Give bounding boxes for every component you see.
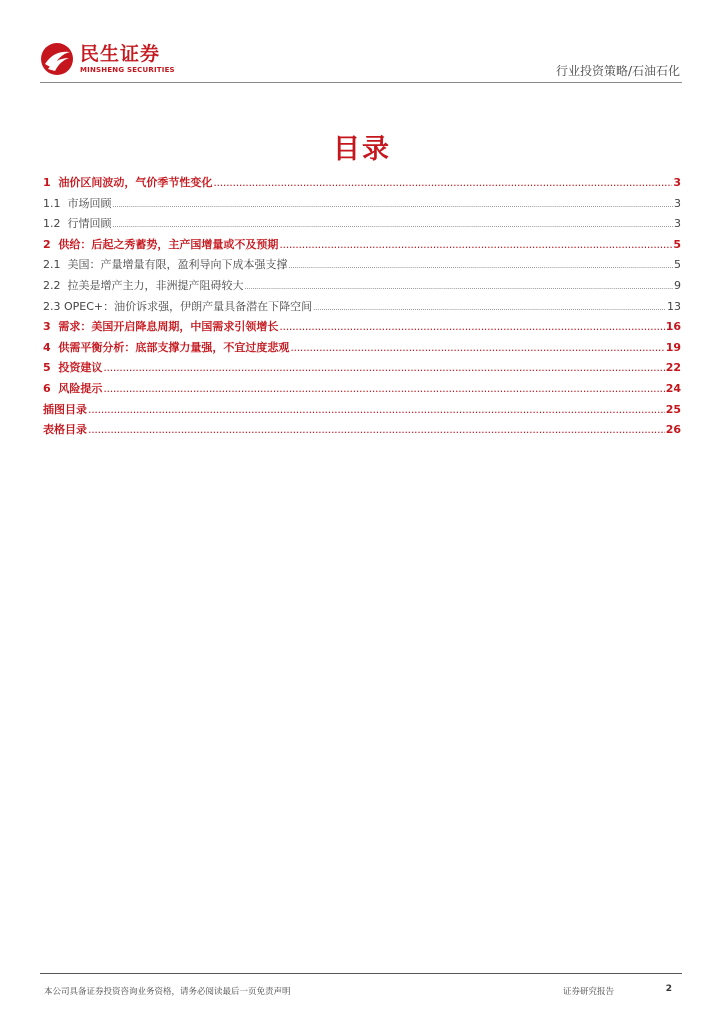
table-of-contents (43, 174, 681, 442)
toc-entry-text: 供给：后起之秀蓄势，主产国增量或不及预期 (58, 237, 279, 251)
toc-entry-text: 表格目录 (43, 423, 87, 437)
toc-entry[interactable] (43, 380, 681, 401)
toc-page-number: 9 (674, 278, 681, 292)
toc-entry-number: 4 (43, 340, 51, 354)
toc-leader-dots (213, 176, 672, 189)
minsheng-logo-icon (40, 42, 74, 76)
toc-leader-dots (103, 361, 664, 374)
footer-report-type: 证券研究报告 (563, 987, 615, 997)
toc-entry-number: 3 (43, 320, 51, 334)
toc-entry-text: 需求：美国开启降息周期，中国需求引领增长 (58, 320, 279, 334)
logo-name-cn: 民生证券 (80, 42, 161, 65)
toc-page-number: 22 (665, 361, 681, 375)
toc-entry-text: 风险提示 (58, 381, 103, 395)
toc-entry-number: 5 (43, 361, 51, 375)
toc-entry[interactable] (43, 277, 681, 298)
toc-entry-text: 插图目录 (43, 402, 87, 416)
toc-entry-text: OPEC+：油价诉求强，伊朗产量具备潜在下降空间 (64, 299, 313, 313)
toc-entry[interactable] (43, 215, 681, 236)
toc-page-number: 5 (674, 258, 681, 272)
toc-leader-dots (103, 382, 664, 395)
toc-entry[interactable] (43, 401, 681, 422)
toc-leader-dots (289, 262, 674, 270)
toc-page-number: 3 (674, 217, 681, 231)
footer-disclaimer: 本公司具备证券投资咨询业务资格，请务必阅读最后一页免责声明 (44, 987, 291, 997)
toc-leader-dots (290, 341, 664, 354)
toc-entry-number: 2.1 (43, 258, 61, 272)
toc-entry-number: 2 (43, 237, 51, 251)
toc-page-number: 26 (665, 423, 681, 437)
toc-entry[interactable] (43, 256, 681, 277)
toc-leader-dots (279, 238, 672, 251)
company-logo (40, 42, 175, 76)
toc-page-number: 5 (673, 237, 681, 251)
footer-page-number: 2 (665, 984, 672, 994)
toc-entry-text: 美国：产量增量有限，盈利导向下成本强支撑 (67, 258, 288, 272)
toc-entry-number: 2.2 (43, 278, 61, 292)
header-divider (40, 82, 682, 83)
toc-entry[interactable] (43, 421, 681, 442)
toc-page-number: 3 (674, 196, 681, 210)
toc-entry[interactable] (43, 359, 681, 380)
toc-leader-dots (245, 283, 674, 291)
toc-entry-number: 1.2 (43, 217, 61, 231)
logo-name-en: MINSHENG SECURITIES (80, 65, 175, 74)
toc-entry-text: 市场回顾 (67, 196, 112, 210)
toc-page-number: 13 (667, 299, 681, 313)
toc-entry[interactable] (43, 195, 681, 216)
toc-entry[interactable] (43, 236, 681, 257)
toc-title: 目录 (333, 134, 391, 165)
toc-leader-dots (279, 320, 664, 333)
toc-entry-text: 油价区间波动，气价季节性变化 (58, 176, 213, 189)
toc-entry-text: 拉美是增产主力，非洲提产阻碍较大 (67, 278, 244, 292)
toc-entry-number: 2.3 (43, 299, 61, 313)
toc-entry-number: 1 (43, 176, 51, 189)
toc-leader-dots (313, 304, 666, 312)
toc-entry-text: 投资建议 (58, 361, 103, 375)
toc-page-number: 24 (665, 381, 681, 395)
toc-entry-text: 供需平衡分析：底部支撑力量强，不宜过度悲观 (58, 340, 290, 354)
toc-entry-text: 行情回顾 (67, 217, 112, 231)
toc-leader-dots (88, 403, 665, 416)
toc-leader-dots (113, 221, 674, 229)
toc-page-number: 3 (673, 176, 681, 189)
toc-page-number: 19 (665, 340, 681, 354)
toc-entry-number: 6 (43, 381, 51, 395)
toc-leader-dots (113, 201, 674, 209)
toc-page-number: 25 (665, 402, 681, 416)
toc-entry-number: 1.1 (43, 196, 61, 210)
toc-entry[interactable] (43, 298, 681, 319)
report-category: 行业投资策略/石油石化 (555, 64, 680, 78)
toc-entry[interactable] (43, 318, 681, 339)
footer-divider (40, 973, 682, 974)
toc-page-number: 16 (665, 320, 681, 334)
toc-leader-dots (88, 423, 665, 436)
toc-entry[interactable] (43, 174, 681, 195)
toc-entry[interactable] (43, 339, 681, 360)
